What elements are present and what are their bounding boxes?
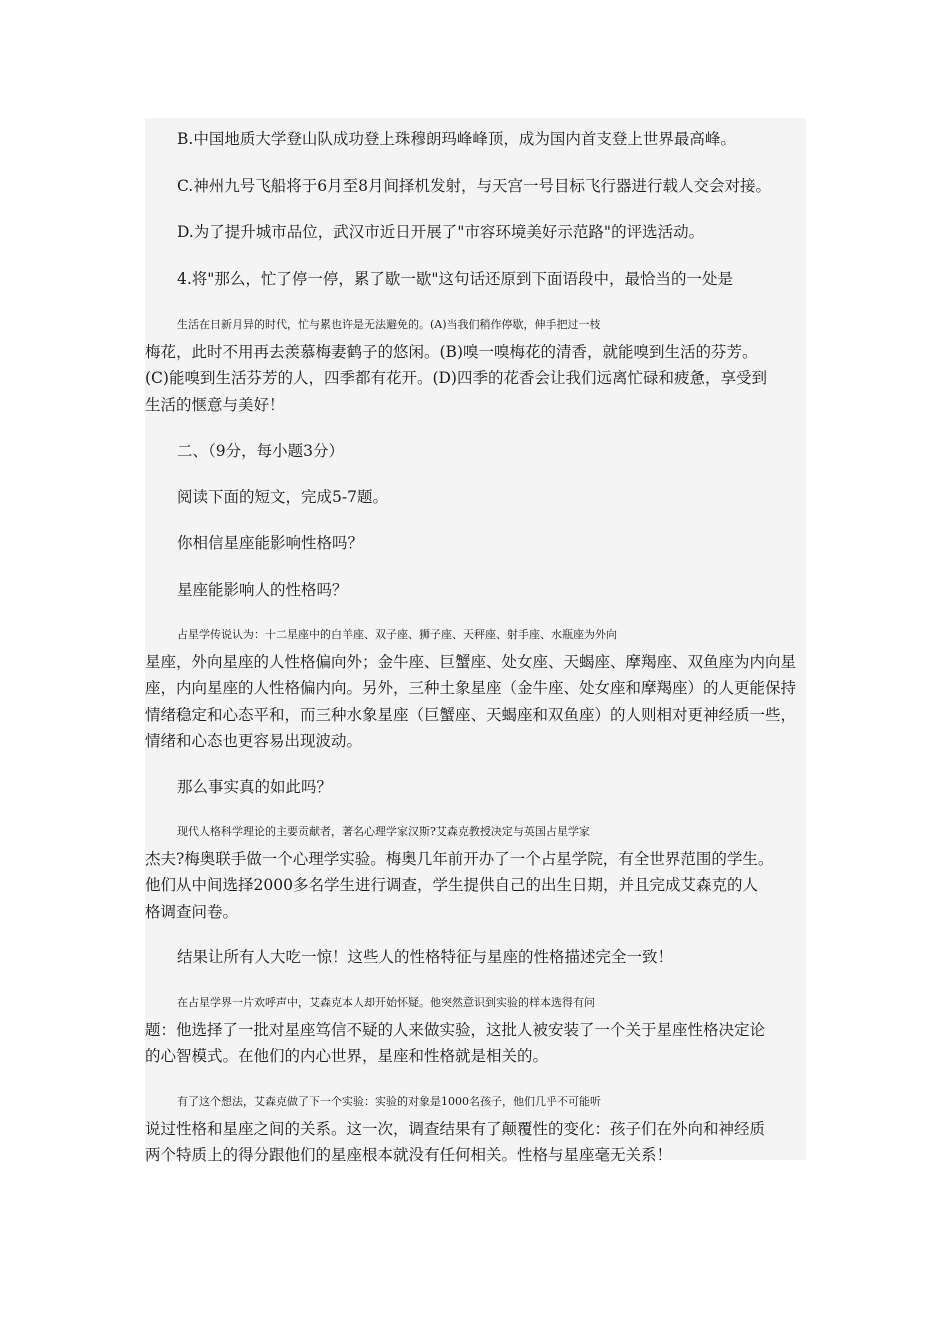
- article-paragraph: 有了这个想法，艾森克做了下一个实验：实验的对象是1000名孩子，他们几乎不可能听 说过性格和星座之间的关系。这一次，调查结果有了颠覆性的变化：孩子们在外向和神经质 两个特质上的得分跟他们的星座根本就没有任何相关。性格与星座毫无关系！: [145, 1095, 766, 1164]
- article-paragraph: 结果让所有人大吃一惊！这些人的性格特征与星座的性格描述完全一致！: [177, 948, 674, 966]
- article-paragraph: 在占星学界一片欢呼声中，艾森克本人却开始怀疑。他突然意识到实验的样本选得有问 题：他选择了一批对星座笃信不疑的人来做实验，这批人被安装了一个关于星座性格决定论 的心智模式。在他们的内心世界，星座和性格就是相关的。: [145, 996, 766, 1065]
- article-title: 你相信星座能影响性格吗？: [177, 534, 364, 552]
- option-b: B.中国地质大学登山队成功登上珠穆朗玛峰峰顶，成为国内首支登上世界最高峰。: [177, 130, 736, 148]
- article-paragraph: 占星学传说认为：十二星座中的白羊座、双子座、狮子座、天秤座、射手座、水瓶座为外向 星座，外向星座的人性格偏向外；金牛座、巨蟹座、处女座、天蝎座、摩羯座、双鱼座为内向星 座，内向星座的人性格偏内向。另外，三种土象星座（金牛座、处女座和摩羯座）的人更能保持 情绪稳定和心态平和，而三种水象星座（巨蟹座、天蝎座和双鱼座）的人则相对更神经质一些， 情绪和心态也更容易出现波动。: [145, 628, 797, 750]
- article-paragraph: 那么事实真的如此吗？: [177, 778, 333, 796]
- passage-paragraph: 生活在日新月异的时代，忙与累也许是无法避免的。(A)当我们稍作停歇，伸手把过一枝 梅花，此时不用再去羡慕梅妻鹤子的悠闲。(B)嗅一嗅梅花的清香，就能嗅到生活的芬芳。 (C)能嗅到生活芬芳的人，四季都有花开。(D)四季的花香会让我们远离忙碌和疲惫，享受到 生活的惬意与美好！: [145, 318, 767, 414]
- section-two-heading: 二、（9分，每小题3分）: [177, 442, 344, 460]
- document-body: [145, 118, 806, 1164]
- article-question: 星座能影响人的性格吗？: [177, 581, 348, 599]
- article-paragraph: 现代人格科学理论的主要贡献者，著名心理学家汉斯?艾森克教授决定与英国占星学家 杰夫?梅奥联手做一个心理学实验。梅奥几年前开办了一个占星学院，有全世界范围的学生。 他们从中间选择2000多名学生进行调查，学生提供自己的出生日期，并且完成艾森克的人 格调查问卷。: [145, 825, 774, 921]
- question-4: 4.将"那么，忙了停一停，累了歇一歇"这句话还原到下面语段中，最恰当的一处是: [177, 270, 734, 288]
- option-d: D.为了提升城市品位，武汉市近日开展了"市容环境美好示范路"的评选活动。: [177, 223, 705, 241]
- reading-instruction: 阅读下面的短文，完成5-7题。: [177, 488, 388, 506]
- option-c: C.神州九号飞船将于6月至8月间择机发射，与天宫一号目标飞行器进行载人交会对接。: [177, 177, 771, 195]
